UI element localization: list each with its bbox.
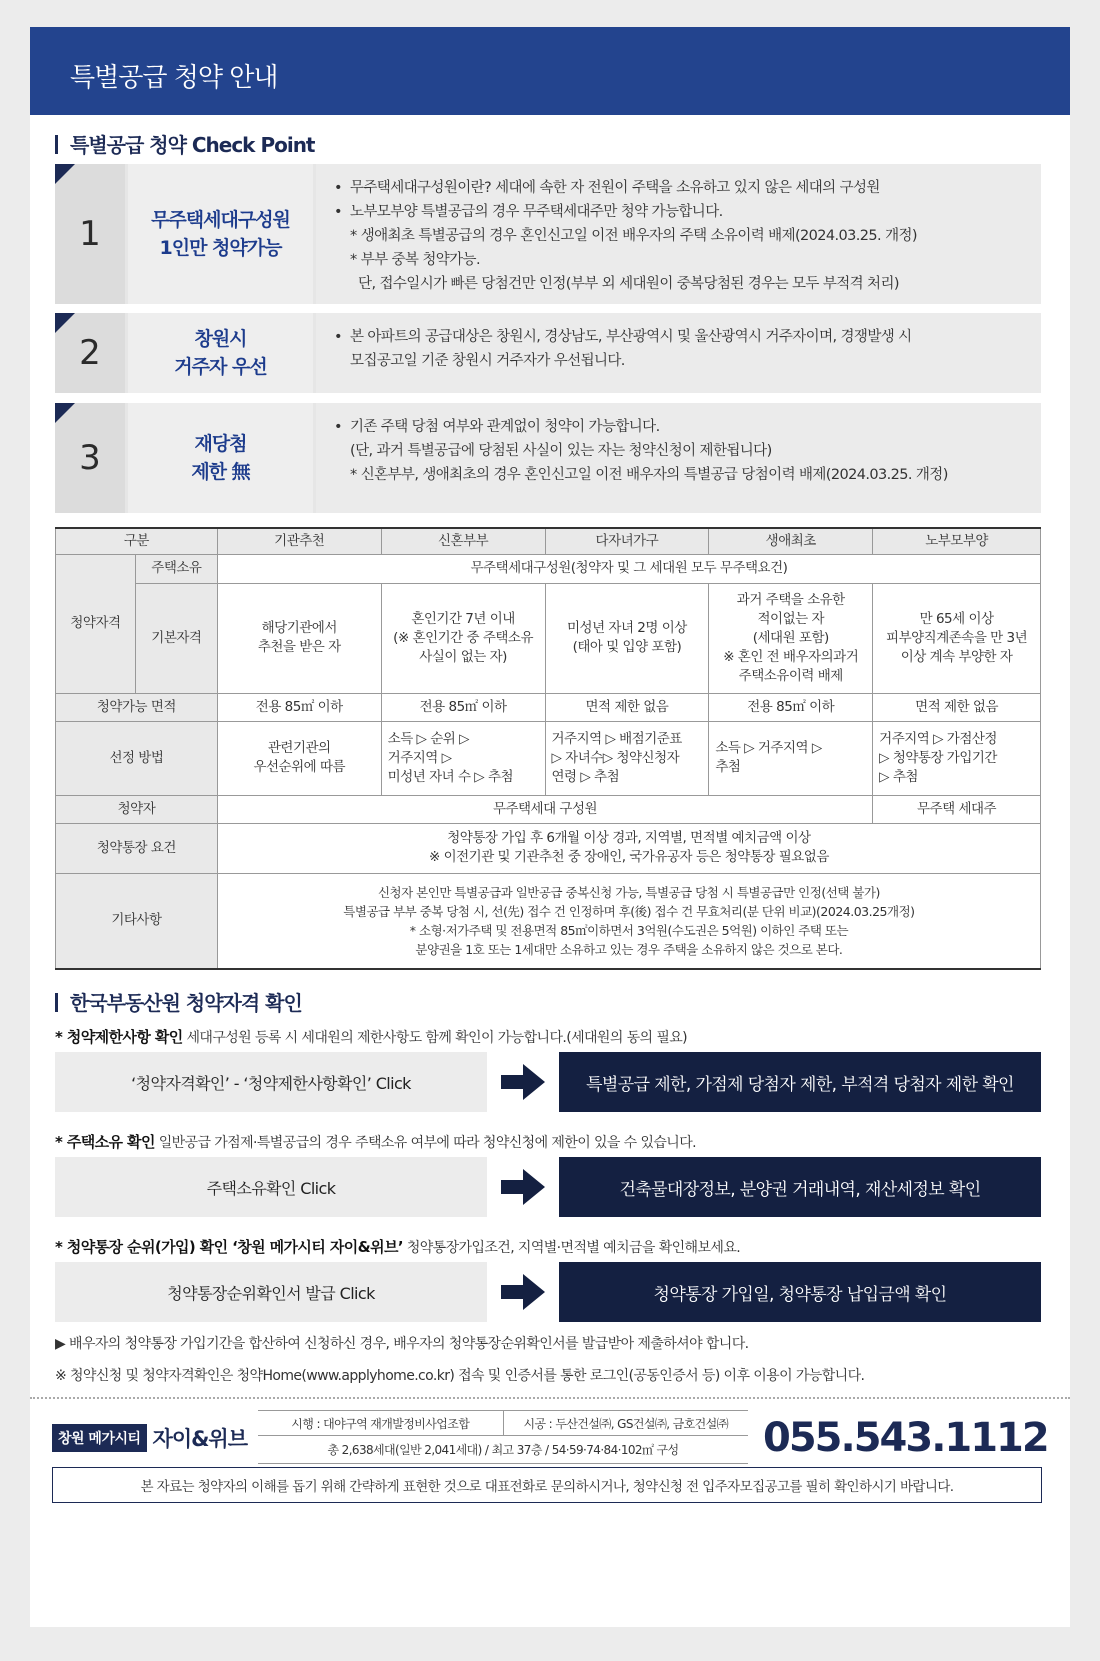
section-title-verification: 한국부동산원 청약자격 확인: [55, 987, 302, 1016]
section-bar-icon: [55, 135, 58, 154]
table-cell: 관련기관의 우선순위에 따름: [217, 721, 381, 795]
right-arrow-icon: [501, 1169, 545, 1205]
check-note-3: * 청약통장 순위(가입) 확인 ‘창원 메가시티 자이&위브’ 청약통장가입조건, 지역별·면적별 예치금을 확인해보세요.: [55, 1238, 741, 1256]
right-arrow-icon: [501, 1064, 545, 1100]
checkpoint-number: 3: [55, 403, 125, 513]
checkpoint-heading: 재당첨 제한 無: [128, 403, 313, 513]
table-cell: 거주지역 ▷ 가점산정 ▷ 청약통장 가입기간 ▷ 추첨: [873, 721, 1041, 795]
check-note-2: * 주택소유 확인 일반공급 가점제·특별공급의 경우 주택소유 여부에 따라 청약신청에 제한이 있을 수 있습니다.: [55, 1133, 697, 1151]
table-row: 청약가능 면적 전용 85㎡ 이하 전용 85㎡ 이하 면적 제한 없음 전용 85㎡ 이하 면적 제한 없음: [56, 693, 1041, 721]
checkpoint-body: • 기존 주택 당첨 여부와 관계없이 청약이 가능합니다. (단, 과거 특별공급에 당첨된 사실이 있는 자는 청약신청이 제한됩니다) * 신혼부부, 생애최초의 경우 혼인신고일 이전 배우자의 특별공급 당첨이력 배제(2024.03.25. 개정): [316, 403, 1041, 513]
corner-triangle-icon: [55, 403, 75, 423]
table-cell: 신청자 본인만 특별공급과 일반공급 중복신청 가능, 특별공급 당첨 시 특별공급만 인정(선택 불가) 특별공급 부부 중복 당첨 시, 선(先) 접수 건 인정하며 후(後) 접수 건 무효처리(분 단위 비교)(2024.03.25개정) * 소형·저가주택 및 전용면적 85㎡이하면서 3억원(수도권은 5억원) 이하인 주택 또는 분양권을 1호 또는 1세대만 소유하고 있는 경우 주택을 소유하지 않은 것으로 본다.: [217, 873, 1040, 969]
constructor-text: 시공 : 두산건설㈜, GS건설㈜, 금호건설㈜: [503, 1411, 749, 1435]
spouse-note: ▶ 배우자의 청약통장 가입기간을 합산하여 신청하신 경우, 배우자의 청약통장순위확인서를 발급받아 제출하셔야 합니다.: [55, 1336, 749, 1352]
page-header: [30, 27, 1070, 115]
page: [30, 27, 1070, 1627]
checkpoint-number: 1: [55, 164, 125, 304]
table-header-row: 구분 기관추천 신혼부부 다자녀가구 생애최초 노부모부양: [56, 528, 1041, 554]
checkpoint-body: • 무주택세대구성원이란? 세대에 속한 자 전원이 주택을 소유하고 있지 않은 세대의 구성원 • 노부모부양 특별공급의 경우 무주택세대주만 청약 가능합니다. * 생애최초 특별공급의 경우 혼인신고일 이전 배우자의 주택 소유이력 배제(2024.03.25. 개정) * 부부 중복 청약가능. 단, 접수일시가 빠른 당첨건만 인정(부부 외 세대원이 중복당첨된 경우는 모두 부적격 처리): [316, 164, 1041, 304]
checkpoint-heading: 무주택세대구성원 1인만 청약가능: [128, 164, 313, 304]
brand-name: 자이&위브: [152, 1427, 247, 1451]
check-note-1: * 청약제한사항 확인 세대구성원 등록 시 세대원의 제한사항도 함께 확인이 가능합니다.(세대원의 동의 필요): [55, 1028, 688, 1046]
brand-logo: [52, 1423, 247, 1453]
check-result-box: 특별공급 제한, 가점제 당첨자 제한, 부적격 당첨자 제한 확인: [559, 1052, 1041, 1112]
phone-number[interactable]: 055.543.1112: [763, 1415, 1048, 1461]
section-bar-icon: [55, 993, 58, 1012]
check-row-1: [55, 1052, 1041, 1112]
table-cell: 청약통장 가입 후 6개월 이상 경과, 지역별, 면적별 예치금액 이상 ※ 이전기관 및 기관추천 중 장애인, 국가유공자 등은 청약통장 필요없음: [217, 823, 1040, 873]
section-title-checkpoint: 특별공급 청약 Check Point: [55, 129, 315, 158]
divider: [30, 1397, 1070, 1399]
table-row: 청약통장 요건 청약통장 가입 후 6개월 이상 경과, 지역별, 면적별 예치금액 이상 ※ 이전기관 및 기관추천 중 장애인, 국가유공자 등은 청약통장 필요없음: [56, 823, 1041, 873]
check-link-button[interactable]: 주택소유확인 Click: [55, 1157, 487, 1217]
check-row-3: [55, 1262, 1041, 1322]
check-link-button[interactable]: ‘청약자격확인’ - ‘청약제한사항확인’ Click: [55, 1052, 487, 1112]
table-cell: 혼인기간 7년 이내 (※ 혼인기간 중 주택소유 사실이 없는 자): [381, 583, 545, 693]
check-result-box: 청약통장 가입일, 청약통장 납입금액 확인: [559, 1262, 1041, 1322]
table-cell: 미성년 자녀 2명 이상 (태아 및 입양 포함): [545, 583, 709, 693]
table-cell: 해당기관에서 추천을 받은 자: [217, 583, 381, 693]
table-cell: 소득 ▷ 순위 ▷ 거주지역 ▷ 미성년 자녀 수 ▷ 추첨: [381, 721, 545, 795]
checkpoint-3: [55, 403, 1041, 513]
checkpoint-number: 2: [55, 313, 125, 393]
scale-text: 총 2,638세대(일반 2,041세대) / 최고 37층 / 54·59·74·84·102㎡ 구성: [258, 1436, 748, 1464]
checkpoint-1: [55, 164, 1041, 304]
table-row: 청약자 무주택세대 구성원 무주택 세대주: [56, 795, 1041, 823]
special-supply-table: [55, 527, 1041, 970]
brand-tag: 창원 메가시티: [52, 1424, 147, 1452]
table-row: 청약자격 주택소유 무주택세대구성원(청약자 및 그 세대원 모두 무주택요건): [56, 554, 1041, 583]
table-row: 기타사항 신청자 본인만 특별공급과 일반공급 중복신청 가능, 특별공급 당첨 시 특별공급만 인정(선택 불가) 특별공급 부부 중복 당첨 시, 선(先) 접수 건 인정하며 후(後) 접수 건 무효처리(분 단위 비교)(2024.03.25개정) * 소형·저가주택 및 전용면적 85㎡이하면서 3억원(수도권은 5억원) 이하인 주택 또는 분양권을 1호 또는 1세대만 소유하고 있는 경우 주택을 소유하지 않은 것으로 본다.: [56, 873, 1041, 969]
corner-triangle-icon: [55, 164, 75, 184]
checkpoint-heading: 창원시 거주자 우선: [128, 313, 313, 393]
table-cell: 만 65세 이상 피부양직계존속을 만 3년 이상 계속 부양한 자: [873, 583, 1041, 693]
project-info: [258, 1410, 748, 1464]
page-title: 특별공급 청약 안내: [70, 63, 278, 93]
table-cell: 거주지역 ▷ 배점기준표 ▷ 자녀수▷ 청약신청자 연령 ▷ 추첨: [545, 721, 709, 795]
check-row-2: [55, 1157, 1041, 1217]
corner-triangle-icon: [55, 313, 75, 333]
table-cell: 과거 주택을 소유한 적이없는 자 (세대원 포함) ※ 혼인 전 배우자의과거 주택소유이력 배제: [709, 583, 873, 693]
check-result-box: 건축물대장정보, 분양권 거래내역, 재산세정보 확인: [559, 1157, 1041, 1217]
table-cell: 소득 ▷ 거주지역 ▷ 추첨: [709, 721, 873, 795]
checkpoint-body: • 본 아파트의 공급대상은 창원시, 경상남도, 부산광역시 및 울산광역시 거주자이며, 경쟁발생 시 모집공고일 기준 창원시 거주자가 우선됩니다.: [316, 313, 1041, 393]
table-row: 기본자격 해당기관에서 추천을 받은 자 혼인기간 7년 이내 (※ 혼인기간 중 주택소유 사실이 없는 자) 미성년 자녀 2명 이상 (태아 및 입양 포함) 과거 주택을 소유한 적이없는 자 (세대원 포함) ※ 혼인 전 배우자의과거 주택소유이력 배제 만 65세 이상 피부양직계존속을 만 3년 이상 계속 부양한 자: [56, 583, 1041, 693]
check-link-button[interactable]: 청약통장순위확인서 발급 Click: [55, 1262, 487, 1322]
checkpoint-2: [55, 313, 1041, 393]
table-row: 선정 방법 관련기관의 우선순위에 따름 소득 ▷ 순위 ▷ 거주지역 ▷ 미성년 자녀 수 ▷ 추첨 거주지역 ▷ 배점기준표 ▷ 자녀수▷ 청약신청자 연령 ▷ 추첨 소득 ▷ 거주지역 ▷ 추첨 거주지역 ▷ 가점산정 ▷ 청약통장 가입기간 ▷ 추첨: [56, 721, 1041, 795]
developer-text: 시행 : 대야구역 재개발정비사업조합: [291, 1416, 470, 1431]
login-note: ※ 청약신청 및 청약자격확인은 청약Home(www.applyhome.co.kr) 접속 및 인증서를 통한 로그인(공동인증서 등) 이후 이용이 가능합니다.: [55, 1368, 865, 1384]
right-arrow-icon: [501, 1274, 545, 1310]
disclaimer-box: 본 자료는 청약자의 이해를 돕기 위해 간략하게 표현한 것으로 대표전화로 문의하시거나, 청약신청 전 입주자모집공고를 필히 확인하시기 바랍니다.: [52, 1467, 1042, 1503]
